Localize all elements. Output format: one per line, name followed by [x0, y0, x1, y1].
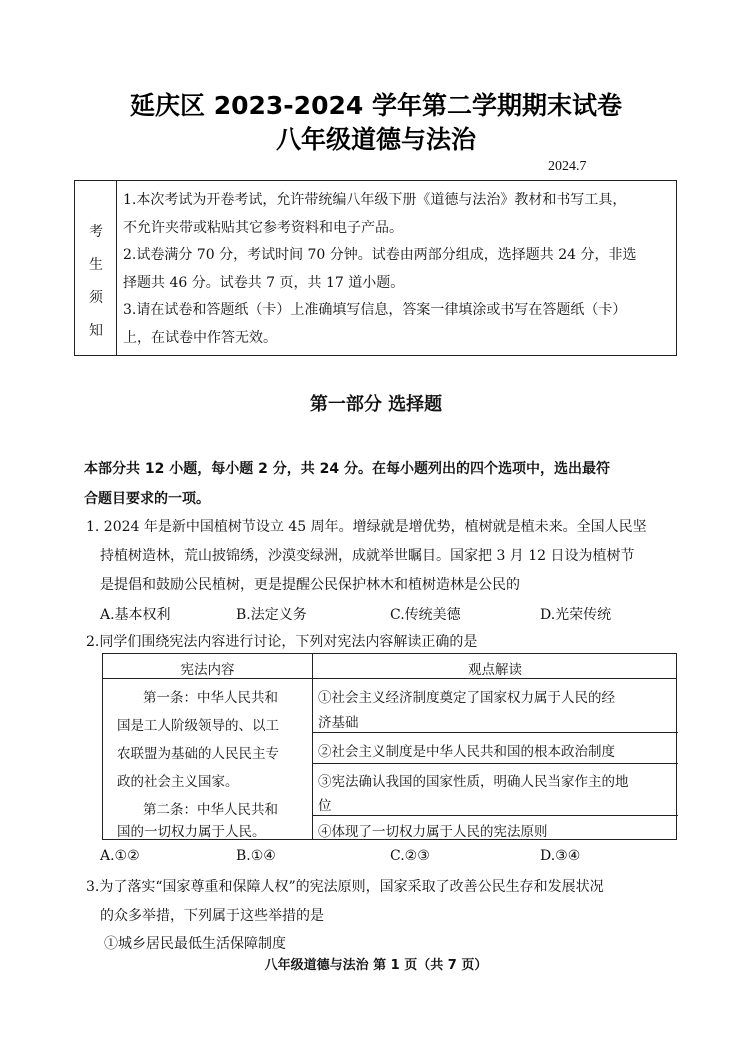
article-text-line: 国的一切权力属于人民。 — [117, 824, 266, 840]
notice-label-char: 知 — [89, 323, 103, 339]
table-header-content: 宪法内容 — [180, 662, 235, 678]
question-1-line: 持植树造林，荒山披锦绣，沙漠变绿洲，成就举世瞩目。国家把 3 月 12 日设为植树节 — [100, 548, 635, 564]
question-3-item: ①城乡居民最低生活保障制度 — [104, 936, 286, 952]
notice-label-char: 须 — [89, 290, 103, 306]
table-header-interpretation: 观点解读 — [468, 662, 522, 678]
article-text-line: 政的社会主义国家。 — [117, 774, 239, 790]
question-2-option-c: C.②③ — [390, 848, 430, 864]
notice-line: 不允许夹带或粘贴其它参考资料和电子产品。 — [123, 219, 403, 236]
notice-line: 上，在试卷中作答无效。 — [123, 329, 277, 346]
interpretation-line: 济基础 — [318, 715, 359, 731]
interpretation-line: ①社会主义经济制度奠定了国家权力属于人民的经 — [318, 690, 615, 706]
section-intro-line: 本部分共 12 小题，每小题 2 分，共 24 分。在每小题列出的四个选项中，选出最符 — [84, 461, 610, 477]
article-text-line: 第二条：中华人民共和 — [143, 802, 278, 818]
question-2-option-b: B.①④ — [236, 848, 276, 864]
notice-label-char: 考 — [89, 224, 103, 240]
table-divider — [312, 732, 678, 733]
section-title: 第一部分 选择题 — [309, 394, 443, 415]
question-1-option-b: B.法定义务 — [236, 607, 307, 623]
notice-line: 2.试卷满分 70 分，考试时间 70 分钟。试卷由两部分组成，选择题共 24 分，非选 — [123, 247, 637, 263]
notice-label-char: 生 — [89, 257, 103, 273]
article-text-line: 农联盟为基础的人民民主专 — [117, 746, 279, 762]
section-intro-line: 合题目要求的一项。 — [84, 491, 210, 507]
exam-title: 延庆区 2023-2024 学年第二学期期末试卷 — [130, 91, 622, 120]
page-footer: 八年级道德与法治 第 1 页（共 7 页） — [264, 958, 488, 973]
question-2-option-d: D.③④ — [540, 848, 581, 864]
interpretation-line: ④体现了一切权力属于人民的宪法原则 — [318, 824, 548, 840]
table-divider — [312, 763, 678, 764]
table-divider — [312, 654, 313, 839]
question-3-line: 的众多举措，下列属于这些举措的是 — [100, 908, 324, 924]
table-divider — [312, 815, 678, 816]
interpretation-line: 位 — [318, 798, 332, 814]
article-text-line: 国是工人阶级领导的、以工 — [117, 718, 279, 734]
question-1-option-a: A.基本权利 — [100, 607, 171, 623]
question-1-option-d: D.光荣传统 — [540, 607, 612, 623]
exam-subject-title: 八年级道德与法治 — [275, 125, 476, 154]
question-2-stem: 2.同学们围绕宪法内容进行讨论，下列对宪法内容解读正确的是 — [86, 634, 478, 650]
notice-line: 择题共 46 分。试卷共 7 页，共 17 道小题。 — [123, 274, 405, 291]
question-1-line: 1. 2024 年是新中国植树节设立 45 周年。增绿就是增优势，植树就是植未来。全国人民坚 — [86, 519, 647, 535]
notice-line: 1.本次考试为开卷考试，允许带统编八年级下册《道德与法治》教材和书写工具， — [123, 192, 627, 208]
question-3-line: 3.为了落实“国家尊重和保障人权”的宪法原则，国家采取了改善公民生存和发展状况 — [86, 879, 604, 895]
constitution-table — [102, 653, 677, 840]
table-divider — [103, 678, 676, 679]
exam-date: 2024.7 — [548, 159, 587, 174]
question-2-option-a: A.①② — [100, 848, 140, 864]
notice-text — [123, 187, 671, 352]
article-text-line: 第一条：中华人民共和 — [143, 690, 278, 706]
notice-line: 3.请在试卷和答题纸（卡）上准确填写信息，答案一律填涂或书写在答题纸（卡） — [123, 302, 627, 318]
interpretation-line: ③宪法确认我国的国家性质，明确人民当家作主的地 — [318, 774, 629, 790]
notice-box — [74, 180, 677, 356]
question-1-option-c: C.传统美德 — [390, 607, 461, 623]
notice-label-column — [75, 181, 117, 355]
interpretation-line: ②社会主义制度是中华人民共和国的根本政治制度 — [318, 744, 615, 760]
question-1-line: 是提倡和鼓励公民植树，更是提醒公民保护林木和植树造林是公民的 — [100, 577, 520, 593]
